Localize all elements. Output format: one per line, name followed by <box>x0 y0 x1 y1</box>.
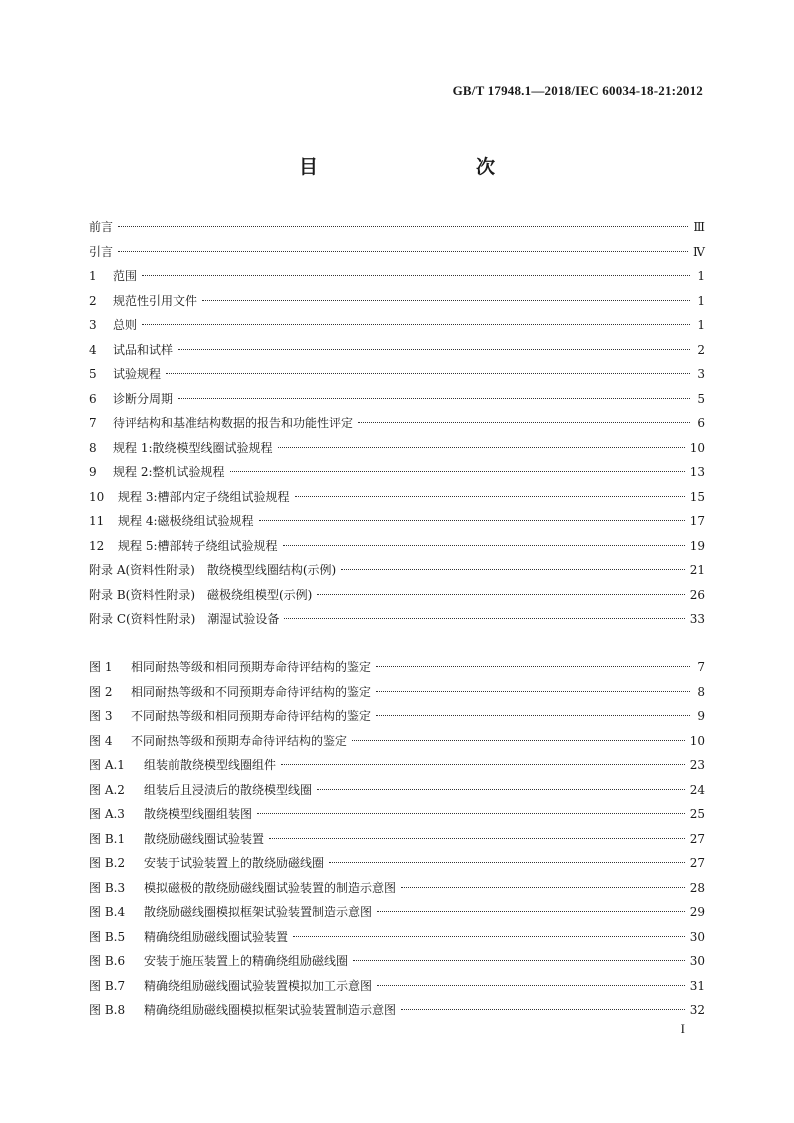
toc-entry-title: 安装于试验装置上的散绕励磁线圈 <box>144 856 325 870</box>
toc-figure-entry[interactable] <box>89 802 705 827</box>
toc-entry-page: 10 <box>689 440 705 455</box>
toc-entry-page: 24 <box>689 782 705 797</box>
toc-entry-number: 图 B.1 <box>89 831 126 846</box>
toc-entry-page: 32 <box>689 1003 705 1017</box>
toc-entry-number: 图 B.7 <box>89 978 126 993</box>
toc-entry-title: 前言 <box>89 220 114 234</box>
toc-entry-title: 总则 <box>113 318 138 332</box>
toc-entry-page: 19 <box>689 538 705 553</box>
toc-entry-page: 27 <box>689 831 705 846</box>
dot-leader <box>259 520 685 521</box>
toc-entry-page: 21 <box>689 563 705 577</box>
toc-entry-number: 图 B.6 <box>89 954 126 968</box>
dot-leader <box>401 887 685 888</box>
toc-entry-title: 散绕励磁线圈试验装置 <box>144 831 265 846</box>
toc-entry-page: 33 <box>689 612 705 626</box>
toc-section-entry[interactable] <box>89 460 705 485</box>
dot-leader <box>142 275 690 276</box>
dot-leader <box>376 666 690 667</box>
toc-entry-title: 模拟磁极的散绕励磁线圈试验装置的制造示意图 <box>144 880 397 895</box>
dot-leader <box>293 936 685 937</box>
toc-entry-number: 图 B.8 <box>89 1003 126 1017</box>
toc-entry-page: 1 <box>697 293 705 308</box>
dot-leader <box>317 594 684 595</box>
toc-entry-title: 组装前散绕模型线圈组件 <box>144 758 277 772</box>
dot-leader <box>341 569 685 570</box>
toc-figure-entry[interactable] <box>89 778 705 803</box>
page-title: 目 次 <box>298 156 535 178</box>
toc-entry-page: 6 <box>697 416 705 430</box>
toc-entry-title: (资料性附录) 潮湿试验设备 <box>126 612 280 626</box>
dot-leader <box>278 447 685 448</box>
toc-entry-title: 相同耐热等级和不同预期寿命待评结构的鉴定 <box>131 684 372 699</box>
dot-leader <box>284 618 684 619</box>
toc-entry-title: 待评结构和基准结构数据的报告和功能性评定 <box>113 416 354 430</box>
toc-entry-number: 10 <box>89 489 105 504</box>
toc-figure-entry[interactable] <box>89 974 705 999</box>
toc-entry-page: 30 <box>689 954 705 968</box>
dot-leader <box>329 862 685 863</box>
toc-entry-page: 28 <box>689 880 705 895</box>
toc-figure-entry[interactable] <box>89 753 705 778</box>
standard-code: GB/T 17948.1—2018/IEC 60034-18-21:2012 <box>452 83 703 98</box>
dot-leader <box>353 960 685 961</box>
toc-entry-number: 图 B.5 <box>89 929 126 944</box>
dot-leader <box>142 324 690 325</box>
toc-entry-page: 7 <box>697 660 705 674</box>
dot-leader <box>317 789 685 790</box>
toc-entry-title: 散绕励磁线圈模拟框架试验装置制造示意图 <box>144 905 373 919</box>
toc-figure-entry[interactable] <box>89 851 705 876</box>
toc-entry-title: 相同耐热等级和相同预期寿命待评结构的鉴定 <box>131 660 372 674</box>
toc-entry-number: 附录 A <box>89 563 126 577</box>
toc-entry-number: 7 <box>89 416 97 430</box>
toc-entry-page: 9 <box>697 709 705 723</box>
toc-section-entry[interactable] <box>89 289 705 314</box>
dot-leader <box>352 740 685 741</box>
toc-entry-title: 诊断分周期 <box>113 391 174 406</box>
toc-entry-page: 26 <box>689 587 705 602</box>
toc-figure-entry[interactable] <box>89 998 705 1023</box>
dot-leader <box>269 838 685 839</box>
toc-figure-entry[interactable] <box>89 827 705 852</box>
toc-entry-number: 图 4 <box>89 733 113 748</box>
toc-entry-title: 规程 1:散绕模型线圈试验规程 <box>113 440 273 455</box>
toc-entry-number: 附录 C <box>89 612 126 626</box>
toc-entry-number: 图 3 <box>89 709 113 723</box>
toc-section-entry[interactable] <box>89 558 705 583</box>
toc-entry-page: 31 <box>689 978 705 993</box>
dot-leader <box>376 691 690 692</box>
dot-leader <box>178 398 690 399</box>
toc-entry-number: 图 B.3 <box>89 880 126 895</box>
toc-entry-title: 规程 2:整机试验规程 <box>113 465 225 479</box>
toc-entry-number: 图 A.2 <box>89 782 125 797</box>
toc-figure-entry[interactable] <box>89 949 705 974</box>
dot-leader <box>230 471 685 472</box>
toc-entry-title: 规范性引用文件 <box>113 293 198 308</box>
toc-section-entry[interactable] <box>89 240 705 265</box>
toc-sections-list <box>89 215 705 632</box>
toc-entry-title: 散绕模型线圈组装图 <box>144 807 253 821</box>
toc-entry-page: 30 <box>689 929 705 944</box>
toc-section-entry[interactable] <box>89 607 705 632</box>
dot-leader <box>401 1009 685 1010</box>
toc-section-entry[interactable] <box>89 411 705 436</box>
toc-entry-title: (资料性附录) 磁极绕组模型(示例) <box>125 587 313 602</box>
toc-entry-title: (资料性附录) 散绕模型线圈结构(示例) <box>125 563 337 577</box>
toc-section-entry[interactable] <box>89 436 705 461</box>
toc-entry-page: 23 <box>689 758 705 772</box>
toc-entry-title: 精确绕组励磁线圈试验装置模拟加工示意图 <box>144 978 373 993</box>
toc-section-entry[interactable] <box>89 509 705 534</box>
toc-entry-page: 1 <box>697 318 705 332</box>
toc-entry-number: 图 B.4 <box>89 905 126 919</box>
toc-entry-number: 图 2 <box>89 684 113 699</box>
page-number: I <box>680 1021 685 1036</box>
toc-entry-number: 8 <box>89 440 97 455</box>
toc-entry-page: 3 <box>697 367 705 381</box>
toc-entry-number: 5 <box>89 367 97 381</box>
toc-entry-title: 精确绕组励磁线圈试验装置 <box>144 929 289 944</box>
toc-entry-title: 规程 3:槽部内定子绕组试验规程 <box>118 489 290 504</box>
toc-section-entry[interactable] <box>89 485 705 510</box>
toc-entry-number: 12 <box>89 538 105 553</box>
toc-figure-entry[interactable] <box>89 900 705 925</box>
toc-entry-title: 规程 4:磁极绕组试验规程 <box>118 514 254 528</box>
toc-entry-title: 安装于施压装置上的精确绕组励磁线圈 <box>144 954 349 968</box>
toc-entry-page: 1 <box>697 269 705 283</box>
dot-leader <box>376 715 690 716</box>
toc-figure-entry[interactable] <box>89 876 705 901</box>
dot-leader <box>358 422 690 423</box>
toc-entry-title: 规程 5:槽部转子绕组试验规程 <box>118 538 278 553</box>
toc-entry-number: 6 <box>89 391 97 406</box>
dot-leader <box>377 911 685 912</box>
toc-entry-page: 2 <box>697 342 705 357</box>
toc-entry-number: 图 A.1 <box>89 758 125 772</box>
toc-section-entry[interactable] <box>89 362 705 387</box>
dot-leader <box>281 764 685 765</box>
dot-leader <box>202 300 690 301</box>
toc-figure-entry[interactable] <box>89 925 705 950</box>
toc-section-entry[interactable] <box>89 313 705 338</box>
toc-entry-page: 17 <box>689 514 705 528</box>
toc-entry-page: 10 <box>689 733 705 748</box>
toc-section-entry[interactable] <box>89 264 705 289</box>
dot-leader <box>118 226 688 227</box>
toc-entry-title: 试验规程 <box>113 367 162 381</box>
toc-entry-title: 引言 <box>89 244 114 259</box>
toc-entry-page: 5 <box>697 391 705 406</box>
toc-entry-number: 图 B.2 <box>89 856 126 870</box>
toc-entry-number: 图 1 <box>89 660 113 674</box>
toc-entry-number: 图 A.3 <box>89 807 125 821</box>
dot-leader <box>295 496 685 497</box>
dot-leader <box>257 813 685 814</box>
toc-entry-title: 组装后且浸渍后的散绕模型线圈 <box>144 782 313 797</box>
toc-entry-title: 试品和试样 <box>113 342 174 357</box>
toc-entry-page: 27 <box>689 856 705 870</box>
dot-leader <box>166 373 690 374</box>
dot-leader <box>377 985 685 986</box>
toc-entry-title: 不同耐热等级和相同预期寿命待评结构的鉴定 <box>131 709 372 723</box>
toc-figure-entry[interactable] <box>89 655 705 680</box>
toc-entry-page: 25 <box>689 807 705 821</box>
toc-entry-title: 范围 <box>113 269 138 283</box>
toc-entry-title: 不同耐热等级和预期寿命待评结构的鉴定 <box>131 733 348 748</box>
toc-entry-number: 9 <box>89 465 97 479</box>
toc-entry-number: 3 <box>89 318 97 332</box>
toc-entry-number: 2 <box>89 293 97 308</box>
toc-entry-number: 11 <box>89 514 105 528</box>
toc-entry-page: 13 <box>689 465 705 479</box>
toc-entry-number: 附录 B <box>89 587 126 602</box>
toc-entry-page: Ⅲ <box>693 220 705 234</box>
toc-figure-entry[interactable] <box>89 704 705 729</box>
toc-figures-list <box>89 655 705 1023</box>
dot-leader <box>118 251 688 252</box>
toc-entry-page: 8 <box>697 684 705 699</box>
toc-section-entry[interactable] <box>89 215 705 240</box>
toc-section-entry[interactable] <box>89 583 705 608</box>
toc-entry-page: 15 <box>689 489 705 504</box>
toc-entry-page: 29 <box>689 905 705 919</box>
toc-figure-entry[interactable] <box>89 680 705 705</box>
toc-figure-entry[interactable] <box>89 729 705 754</box>
toc-section-entry[interactable] <box>89 534 705 559</box>
toc-section-entry[interactable] <box>89 387 705 412</box>
toc-entry-page: Ⅳ <box>693 244 705 259</box>
toc-entry-number: 4 <box>89 342 97 357</box>
toc-entry-title: 精确绕组励磁线圈模拟框架试验装置制造示意图 <box>144 1003 397 1017</box>
toc-entry-number: 1 <box>89 269 97 283</box>
dot-leader <box>178 349 690 350</box>
toc-section-entry[interactable] <box>89 338 705 363</box>
dot-leader <box>283 545 685 546</box>
